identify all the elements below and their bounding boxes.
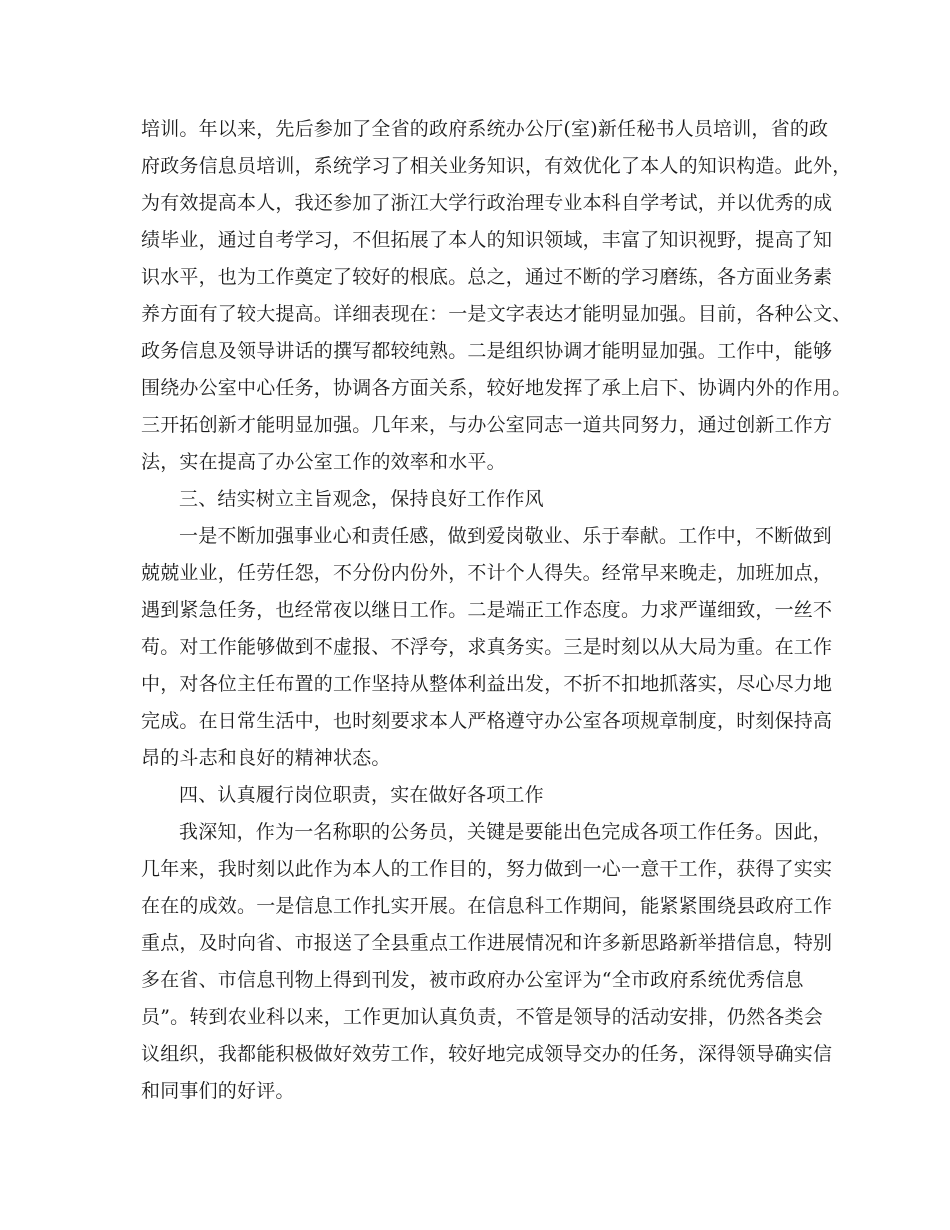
text-line: 围绕办公室中心任务，协调各方面关系，较好地发挥了承上启下、协调内外的作用。 (141, 377, 852, 399)
document-body (141, 111, 852, 1110)
text-line: 和同事们的好评。 (141, 1080, 295, 1102)
text-line: 苟。对工作能够做到不虚报、不浮夸，求真务实。三是时刻以从大局为重。在工作 (141, 636, 833, 658)
text-line: 多在省、市信息刊物上得到刊发，被市政府办公室评为“全市政府系统优秀信息 (141, 969, 804, 991)
text-line: 昂的斗志和良好的精神状态。 (141, 747, 391, 769)
text-line: 四、认真履行岗位职责，实在做好各项工作 (179, 784, 544, 806)
text-line: 遇到紧急任务，也经常夜以继日工作。二是端正工作态度。力求严谨细致，一丝不 (141, 599, 833, 621)
text-line: 法，实在提高了办公室工作的效率和水平。 (141, 451, 506, 473)
text-line: 重点，及时向省、市报送了全县重点工作进展情况和许多新思路新举措信息，特别 (141, 932, 833, 954)
text-line: 议组织，我都能积极做好效劳工作，较好地完成领导交办的任务，深得领导确实信 (141, 1043, 833, 1065)
text-line: 一是不断加强事业心和责任感，做到爱岗敬业、乐于奉献。工作中，不断做到 (179, 525, 832, 547)
text-line: 养方面有了较大提高。详细表现在：一是文字表达才能明显加强。目前，各种公文、 (141, 303, 852, 325)
text-line: 识水平，也为工作奠定了较好的根底。总之，通过不断的学习磨练，各方面业务素 (141, 266, 833, 288)
text-line: 绩毕业，通过自考学习，不但拓展了本人的知识领域，丰富了知识视野，提高了知 (141, 229, 833, 251)
text-line: 三开拓创新才能明显加强。几年来，与办公室同志一道共同努力，通过创新工作方 (141, 414, 833, 436)
text-line: 政务信息及领导讲话的撰写都较纯熟。二是组织协调才能明显加强。工作中，能够 (141, 340, 833, 362)
text-line: 员”。转到农业科以来，工作更加认真负责，不管是领导的活动安排，仍然各类会 (141, 1006, 823, 1028)
text-line: 完成。在日常生活中，也时刻要求本人严格遵守办公室各项规章制度，时刻保持高 (141, 710, 833, 732)
text-line: 几年来，我时刻以此作为本人的工作目的，努力做到一心一意干工作，获得了实实 (141, 858, 833, 880)
text-line: 在在的成效。一是信息工作扎实开展。在信息科工作期间，能紧紧围绕县政府工作 (141, 895, 833, 917)
text-line: 府政务信息员培训，系统学习了相关业务知识，有效优化了本人的知识构造。此外， (141, 155, 852, 177)
text-line: 我深知，作为一名称职的公务员，关键是要能出色完成各项工作任务。因此， (179, 821, 832, 843)
text-line: 兢兢业业，任劳任怨，不分份内份外，不计个人得失。经常早来晚走，加班加点， (141, 562, 833, 584)
text-line: 三、结实树立主旨观念，保持良好工作作风 (179, 488, 544, 510)
text-line: 培训。年以来，先后参加了全省的政府系统办公厅(室)新任秘书人员培训，省的政 (141, 118, 829, 140)
text-line: 为有效提高本人，我还参加了浙江大学行政治理专业本科自学考试，并以优秀的成 (141, 192, 833, 214)
text-line: 中，对各位主任布置的工作坚持从整体利益出发，不折不扣地抓落实，尽心尽力地 (141, 673, 833, 695)
